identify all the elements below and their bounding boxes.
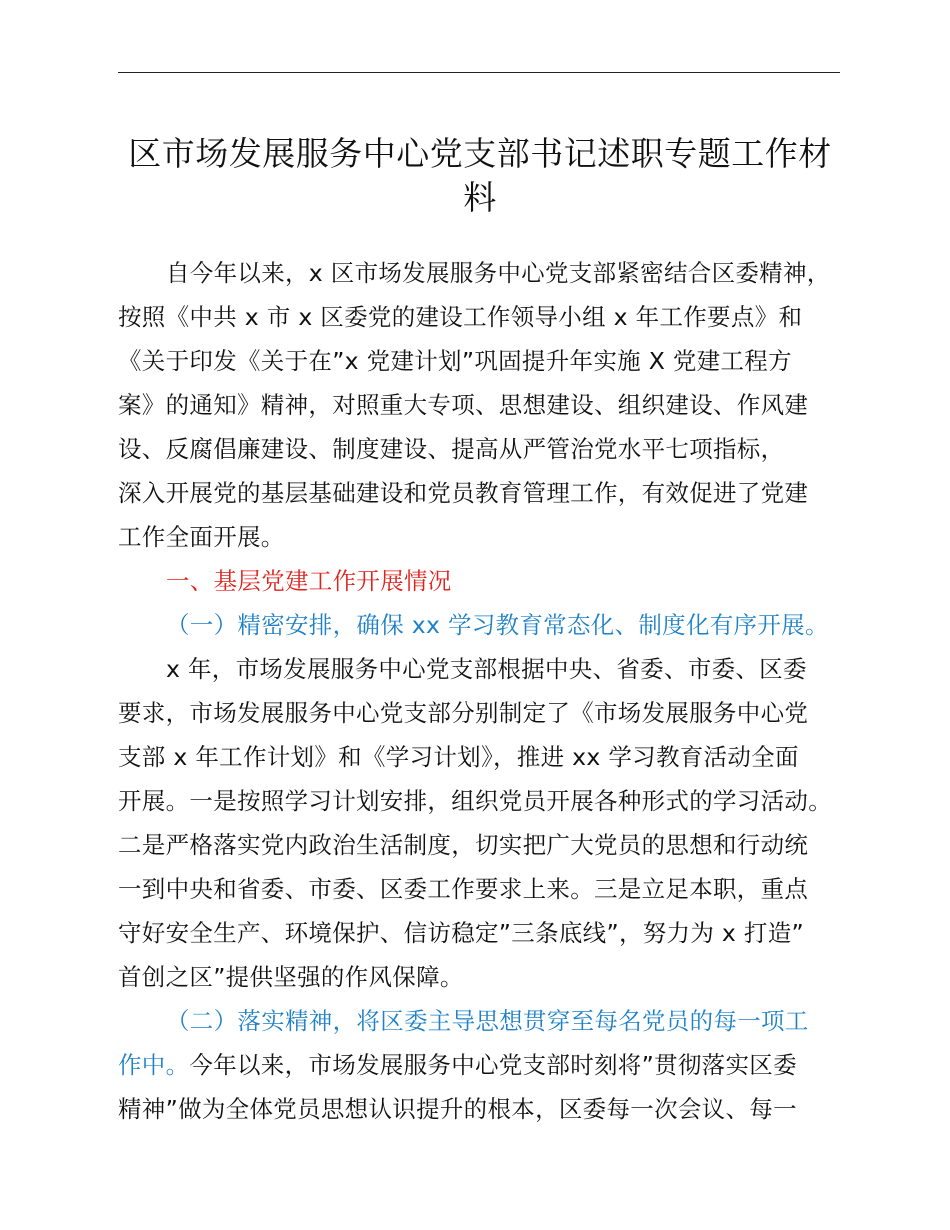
body-line: [118, 1050, 858, 1080]
subsection-heading: （二）落实精神，将区委主导思想贯穿至每名党员的每一项工: [166, 1007, 809, 1035]
subsection-heading: （一）精密安排，确保 xx 学习教育常态化、制度化有序开展。: [166, 611, 829, 639]
intro-line: 案》的通知》精神，对照重大专项、思想建设、组织建设、作风建: [118, 391, 809, 419]
title-line-1: 区市场发展服务中心党支部书记述职专题工作材: [128, 134, 832, 173]
body-line: 一到中央和省委、市委、区委工作要求上来。三是立足本职，重点: [118, 875, 809, 903]
body-line: 二是严格落实党内政治生活制度，切实把广大党员的思想和行动统: [118, 831, 809, 859]
intro-line: 《关于印发《关于在”x 党建计划”巩固提升年实施 X 党建工程方: [118, 347, 792, 375]
body-line: 守好安全生产、环境保护、信访稳定”三条底线”，努力为 x 打造”: [118, 919, 804, 947]
body-line: 首创之区”提供坚强的作风保障。: [118, 963, 464, 991]
body-line: 要求，市场发展服务中心党支部分别制定了《市场发展服务中心党: [118, 699, 809, 727]
body-line: 支部 x 年工作计划》和《学习计划》，推进 xx 学习教育活动全面: [118, 743, 799, 771]
intro-line: 按照《中共 x 市 x 区委党的建设工作领导小组 x 年工作要点》和: [118, 303, 803, 331]
intro-line: 深入开展党的基层基础建设和党员教育管理工作，有效促进了党建: [118, 479, 809, 507]
document-title: [110, 132, 850, 220]
body-line: 精神”做为全体党员思想认识提升的根本，区委每一次会议、每一: [118, 1095, 797, 1123]
subsection-heading-continuation: 作中。: [118, 1051, 190, 1079]
section-heading: 一、基层党建工作开展情况: [166, 567, 452, 595]
header-rule: [118, 72, 840, 73]
intro-line: 工作全面开展。: [118, 523, 285, 551]
body-line: 开展。一是按照学习计划安排，组织党员开展各种形式的学习活动。: [118, 787, 832, 815]
body-text: 今年以来，市场发展服务中心党支部时刻将”贯彻落实区委: [189, 1051, 797, 1079]
title-line-2: 料: [463, 178, 497, 217]
intro-line: 自今年以来，x 区市场发展服务中心党支部紧密结合区委精神，: [166, 259, 831, 287]
body-line: x 年，市场发展服务中心党支部根据中央、省委、市委、区委: [166, 655, 807, 683]
intro-line: 设、反腐倡廉建设、制度建设、提高从严管治党水平七项指标，: [118, 435, 785, 463]
